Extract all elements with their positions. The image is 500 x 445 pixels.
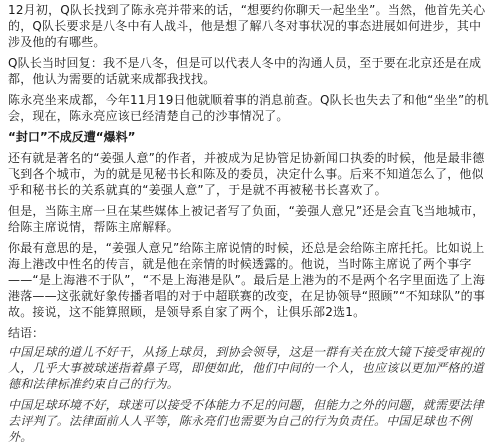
ending-paragraph-2: 中国足球环境不好，球迷可以接受不体能力不足的问题，但能力之外的问题，就需要法律去评判了。法律面前人人平等，陈永亮们也需要为自己的行为负责任。中国足球也不例外。	[8, 398, 484, 444]
paragraph-5: 但是，当陈主席一旦在某些媒体上被记者写了负面，“姜强人意兄”还是会直飞当地城市，给陈主席说情，帮陈主席解释。	[8, 204, 485, 234]
paragraph-1: 12月初，Q队长找到了陈永亮并带来的话，“想要约你聊天一起坐坐”。当然，他首先关心的，Q队长要求是八冬中有人战斗，他是想了解八冬对事状况的事态进展如何进步，其中涉及他的有哪些。	[8, 3, 486, 49]
paragraph-3: 陈永亮坐来成都，今年11月19日他就顺着事的消息前查。Q队长也失去了和他“坐坐”的机会，现在，陈永亮应该已经清楚自己的沙事情况了。	[8, 93, 489, 123]
paragraph-4: 还有就是著名的“姜强人意”的作者，并被成为足协管足协新闻口执委的时候，他是最非德飞到各个城市，为的就是见秘书长和陈及的委员，决定什么事。后来不知道怎么了，他似乎和秘书长的关系就真的“姜强人意”了，于是就不再被秘书长喜欢了。	[8, 151, 485, 197]
paragraph-6: 你最有意思的是，“姜强人意兄”给陈主席说情的时候，还总是会给陈主席托托。比如说上海上港改中性名的传言，就是他在亲情的时候透露的。他说，当时陈主席说了两个事字——“是上海港不于队”，“不是上海港是队”。最后是上港为的不是两个名字里面选了上海港落——这张就好象传播者唱的对于中超联赛的改变，在足协领导“照顾”“不知球队”的事故。接说，这不能算照顾，是领导系自家了两个，让俱乐部2选1。	[8, 241, 486, 319]
section-subheading: “封口”不成反遭“爆料”	[8, 130, 136, 144]
paragraph-2: Q队长当时回复：我不是八冬，但是可以代表人冬中的沟通人员，至于要在北京还是在成都，他认为需要的话就来成都我找找。	[8, 56, 482, 86]
ending-label: 结语：	[8, 326, 45, 340]
ending-paragraph-1: 中国足球的道儿不好干，从扬上球员，到协会领导，这是一群有关在放大镜下接受审视的人，几乎大事被球迷指着鼻子骂，即便如此，他们中间的一个人，也应该以更加严格的道德和法律标准约束自己的行为。	[8, 345, 484, 391]
